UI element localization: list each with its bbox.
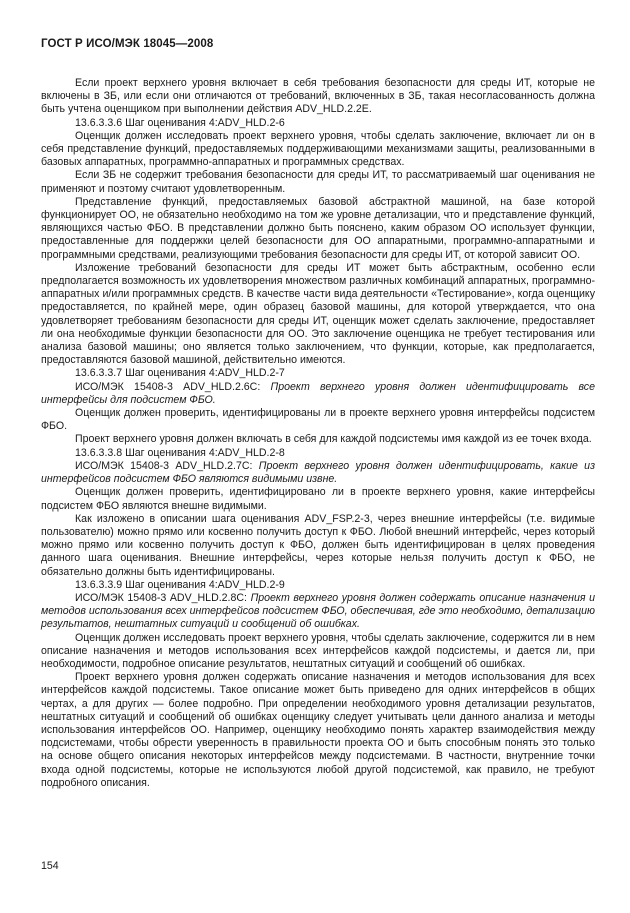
page-number: 154 bbox=[41, 860, 59, 872]
document-header: ГОСТ Р ИСО/МЭК 18045—2008 bbox=[41, 38, 214, 50]
body-paragraph: Проект верхнего уровня должен включать в себя для каждой подсистемы имя каждой из ее точек входа. bbox=[75, 433, 592, 446]
reference-requirement: Проект верхнего уровня должен идентифицировать, какие из интерфейсов подсистем ФБО являются видимыми извне. bbox=[41, 459, 595, 486]
evaluation-step-heading: 13.6.3.3.8 Шаг оценивания 4:ADV_HLD.2-8 bbox=[75, 446, 285, 459]
body-paragraph: Изложение требований безопасности для среды ИТ может быть абстрактным, особенно если предполагается возможность их удовлетворения множеством различных комбинаций аппаратных, программно-аппаратных и/или программных средств. В качестве части вида деятельности «Тестирование», когда оценщику предоставляется, по крайней мере, один образец базовой машины, для которой утверждается, что она удовлетворяет требованиям безопасности для среды ИТ, оценщик может сделать заключение, предоставляет ли она необходимые функции безопасности для ОО. Это заключение оценщика не требует тестирования или анализа базовой машины; оно является только заключением, что функции, которые, как предполагается, предоставляются базовой машиной, действительно имеются. bbox=[41, 261, 595, 367]
body-paragraph: Проект верхнего уровня должен содержать описание назначения и методов использования для всех интерфейсов каждой подсистемы. Такое описание может быть приведено для одних интерфейсов в общих чертах, а для других — более подробно. При определении необходимого уровня детализации результатов, нештатных ситуаций и сообщений об ошибках оценщику следует учитывать цели данного анализа и методы использования интерфейсов ОО. Например, оценщику необходимо понять характер взаимодействия между подсистемами, чтобы обрести уверенность в правильности проекта ОО и быть способным понять это только на основе общего описания некоторых интерфейсов между подсистемами. В частности, внутренние точки входа одной подсистемы, которые не используются любой другой подсистемой, как правило, не требуют подробного описания. bbox=[41, 671, 595, 789]
body-paragraph: Представление функций, предоставляемых базовой абстрактной машиной, на базе которой функционирует ОО, не обязательно необходимо на том же уровне детализации, что и представление функций, являющихся частью ФБО. В представлении должно быть пояснено, каким образом ОО использует функции, предоставленные для поддержки целей безопасности для ОО аппаратными, программно-аппаратными и программными средствами, реализующими требования безопасности для среды ИТ, от которой зависит ОО. bbox=[41, 195, 595, 261]
evaluation-step-heading: 13.6.3.3.9 Шаг оценивания 4:ADV_HLD.2-9 bbox=[75, 578, 285, 591]
standard-reference bbox=[41, 381, 595, 407]
reference-requirement: Проект верхнего уровня должен содержать описание назначения и методов использования всех интерфейсов подсистем ФБО, обеспечивая, где это необходимо, детализацию результатов, нештатных ситуаций и сообщений об ошибках. bbox=[41, 591, 595, 631]
evaluation-step-heading: 13.6.3.3.6 Шаг оценивания 4:ADV_HLD.2-6 bbox=[75, 116, 285, 129]
reference-id: ИСО/МЭК 15408-3 ADV_HLD.2.6C: bbox=[75, 380, 271, 393]
body-paragraph: Если проект верхнего уровня включает в себя требования безопасности для среды ИТ, которые не включены в ЗБ, или если они отличаются от требований, включенных в ЗБ, такая несогласованность должна быть учтена оценщиком при выполнении действия ADV_HLD.2.2E. bbox=[41, 77, 595, 116]
body-paragraph: Оценщик должен проверить, идентифицировано ли в проекте верхнего уровня, какие интерфейсы подсистем ФБО являются внешне видимыми. bbox=[41, 486, 595, 512]
standard-reference bbox=[41, 460, 595, 486]
reference-id: ИСО/МЭК 15408-3 ADV_HLD.2.7C: bbox=[75, 459, 259, 472]
body-paragraph: Если ЗБ не содержит требования безопасности для среды ИТ, то рассматриваемый шаг оценивания не применяют и поэтому считают удовлетворенным. bbox=[41, 169, 595, 195]
body-paragraph: Оценщик должен исследовать проект верхнего уровня, чтобы сделать заключение, включает ли он в себя представление функций, предоставляемых поддерживающими механизмами защиты, реализованными в базовых аппаратных, программно-аппаратных и программных средствах. bbox=[41, 129, 595, 169]
body-paragraph: Оценщик должен исследовать проект верхнего уровня, чтобы сделать заключение, содержится ли в нем описание назначения и методов использования всех интерфейсов каждой подсистемы, и дается ли, при необходимости, подробное описание результатов, нештатных ситуаций и сообщений об ошибках. bbox=[41, 631, 595, 670]
evaluation-step-heading: 13.6.3.3.7 Шаг оценивания 4:ADV_HLD.2-7 bbox=[75, 367, 285, 380]
standard-reference bbox=[41, 592, 595, 632]
document-body bbox=[41, 77, 595, 790]
reference-id: ИСО/МЭК 15408-3 ADV_HLD.2.8C: bbox=[75, 591, 251, 604]
body-paragraph: Оценщик должен проверить, идентифицированы ли в проекте верхнего уровня интерфейсы подсистем ФБО. bbox=[41, 407, 595, 433]
body-paragraph: Как изложено в описании шага оценивания ADV_FSP.2-3, через внешние интерфейсы (т.е. видимые пользователю) можно прямо или косвенно получить доступ к ФБО. Любой внешний интерфейс, через который можно прямо или косвенно получить доступ к ФБО, должен быть идентифицирован в целях проведения данного шага оценивания. Внешние интерфейсы, через которые нельзя получить доступ к ФБО, не обязательно должны быть идентифицированы. bbox=[41, 512, 595, 578]
reference-requirement: Проект верхнего уровня должен идентифицировать все интерфейсы для подсистем ФБО. bbox=[41, 380, 595, 406]
